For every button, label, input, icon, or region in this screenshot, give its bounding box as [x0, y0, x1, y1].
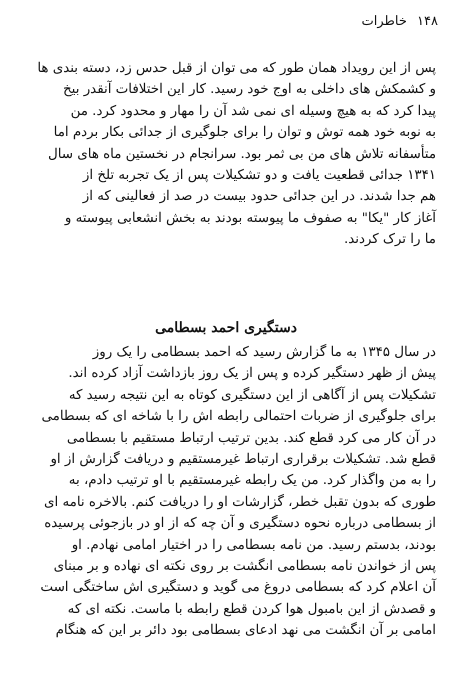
text-line: به نوبه خود همه توش و توان را برای جلوگیری از جدائی بکار بردم اما: [53, 125, 436, 141]
text-line: را به من واگذار کرد. من یک رابطه غیرمستقیم با او ترتیب دادم، به: [68, 473, 436, 489]
text-line: در سال ۱۳۴۵ به ما گزارش رسید که احمد بسطامی را یک روز: [92, 345, 436, 360]
text-line: از بسطامی درباره نحوه دستگیری و آن چه که از او در بازجوئی پرسیده: [44, 516, 436, 532]
text-line: و کشمکش های داخلی به اوج خود رسید. کار این اختلافات آنقدر بیخ: [63, 82, 436, 98]
text-line: برای جلوگیری از ضربات احتمالی رابطه اش را با شاخه ای که بسطامی: [41, 409, 436, 425]
text-line: قطع شد. تشکیلات برقراری ارتباط غیرمستقیم و دریافت گزارش از او: [50, 452, 436, 468]
text-line: پیدا کرد که به هیچ وسیله ای نمی شد آن را مهار و محدود کرد. من: [70, 103, 436, 119]
section-title: دستگیری احمد بسطامی: [155, 320, 297, 336]
text-line: و قصدش از این بامبول هوا کردن قطع رابطه با ماست. نکته ای که: [67, 601, 436, 617]
text-line: آن اعلام کرد که بسطامی دروغ می گوید و دستگیری اش ساختگی است: [40, 580, 436, 596]
text-line: در آن کار می کرد قطع کند. بدین ترتیب ارتباط مستقیم با بسطامی: [66, 430, 436, 446]
paragraph-1: [16, 58, 436, 251]
text-line: امامی بر آن انگشت می نهد ادعای بسطامی بود دائر بر این که هنگام: [55, 623, 436, 639]
text-line: ما را ترک کردند.: [343, 232, 436, 248]
text-line: ۱۳۴۱ جدائی قطعیت یافت و دو تشکیلات پس از یک تجربه تلخ از: [82, 168, 436, 184]
page-header: [14, 12, 438, 32]
text-line: بودند، بدستم رسید. من نامه بسطامی را در اختیار امامی نهادم. او: [71, 537, 436, 553]
text-line: پس از خواندن نامه بسطامی انگشت بر روی نکته ای نهاده و بر مبنای: [53, 559, 436, 575]
text-line: پیش از ظهر دستگیر کرده و پس از یک روز بازداشت آزاد کرده اند.: [68, 366, 436, 382]
text-line: متأسفانه تلاش های من بی ثمر بود. سرانجام در نخستین ماه های سال: [47, 146, 436, 162]
paragraph-2: [16, 342, 436, 642]
page-number: ۱۴۸: [417, 14, 438, 29]
text-line: طوری که بدون تقبل خطر، گزارشات او را دریافت کنم. بالاخره نامه ای: [44, 494, 436, 510]
text-line: آغاز کار "یکا" به صفوف ما پیوسته بودند به بخش انشعابی پیوسته و: [64, 210, 436, 226]
running-title: خاطرات: [361, 14, 407, 29]
text-line: تشکیلات پس از آگاهی از این دستگیری کوتاه به این نتیجه رسید که: [68, 387, 436, 403]
text-line: پس از این رویداد همان طور که می توان از قبل حدس زد، دسته بندی ها: [37, 61, 436, 76]
text-line: هم جدا شدند. در این جدائی حدود بیست در صد از فعالینی که از: [82, 189, 436, 205]
